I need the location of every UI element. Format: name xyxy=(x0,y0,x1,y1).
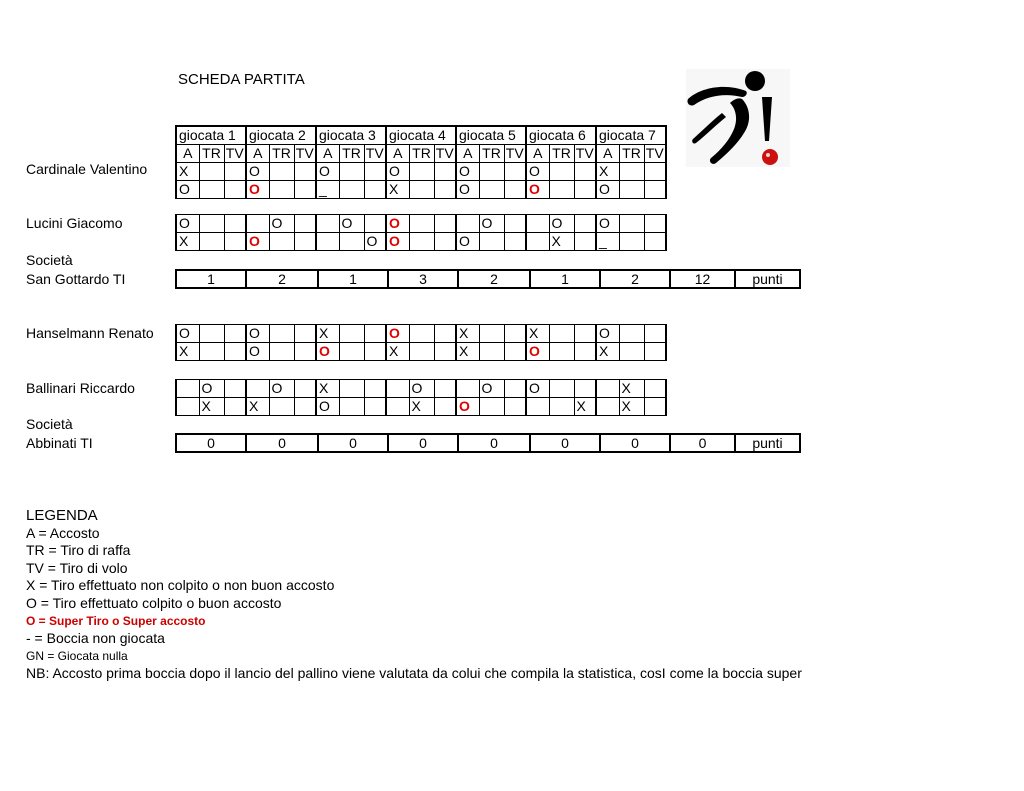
shot-type-header: A xyxy=(316,145,339,163)
shot-type-header: TR xyxy=(619,145,644,163)
player-name: Lucini Giacomo xyxy=(26,215,123,231)
score-cell xyxy=(479,325,504,343)
shot-type-header: TR xyxy=(479,145,504,163)
legend-item: A = Accosto xyxy=(26,524,100,541)
score-cell xyxy=(364,325,386,343)
score-cell: _ xyxy=(596,233,619,251)
score-cell: _ xyxy=(316,181,339,199)
shot-type-header: TR xyxy=(549,145,574,163)
punti-label: punti xyxy=(735,270,800,288)
score-cell: X xyxy=(176,163,199,181)
score-cell xyxy=(619,163,644,181)
score-cell: O xyxy=(526,380,549,398)
score-cell: O xyxy=(176,325,199,343)
shot-type-header: A xyxy=(526,145,549,163)
total-cell: 0 xyxy=(246,434,318,452)
score-cell xyxy=(316,215,339,233)
score-cell: X xyxy=(596,163,619,181)
score-cell: X xyxy=(574,398,596,416)
score-cell xyxy=(526,181,549,199)
score-cell xyxy=(526,343,549,361)
score-cell xyxy=(294,398,316,416)
legend-nb: NB: Accosto prima boccia dopo il lancio del pallino viene valutata da colui che compila la statistica, cosI come la boccia super xyxy=(26,665,802,682)
score-cell xyxy=(574,215,596,233)
score-cell xyxy=(224,398,246,416)
score-cell xyxy=(619,233,644,251)
super-mark: O xyxy=(389,325,400,341)
legend-item: X = Tiro effettuato non colpito o non buon accosto xyxy=(26,577,335,594)
score-cell: O xyxy=(246,343,269,361)
score-cell xyxy=(434,215,456,233)
shot-type-header: A xyxy=(596,145,619,163)
total-cell: 0 xyxy=(600,434,670,452)
score-cell: O xyxy=(479,380,504,398)
total-cell: 2 xyxy=(458,270,530,288)
score-cell xyxy=(504,380,526,398)
score-cell xyxy=(596,398,619,416)
score-cell xyxy=(409,343,434,361)
score-cell: O xyxy=(199,380,224,398)
score-cell: O xyxy=(269,380,294,398)
legend-item: TV = Tiro di volo xyxy=(26,559,128,576)
score-cell xyxy=(224,325,246,343)
shot-type-header: A xyxy=(386,145,409,163)
score-cell xyxy=(199,215,224,233)
score-cell: O xyxy=(456,181,479,199)
score-cell xyxy=(456,215,479,233)
societa-label: Società xyxy=(26,252,73,268)
score-cell: X xyxy=(596,343,619,361)
score-cell xyxy=(644,181,666,199)
score-cell xyxy=(269,233,294,251)
score-cell xyxy=(574,163,596,181)
score-cell: O xyxy=(409,380,434,398)
shot-type-header: A xyxy=(176,145,199,163)
score-cell xyxy=(574,343,596,361)
super-mark: O xyxy=(389,233,400,249)
score-cell xyxy=(339,181,364,199)
score-cell xyxy=(386,325,409,343)
legend xyxy=(26,507,802,683)
score-cell xyxy=(456,398,479,416)
score-cell xyxy=(269,398,294,416)
societa-label: Società xyxy=(26,416,73,432)
score-cell: O xyxy=(456,163,479,181)
total-cell: 0 xyxy=(388,434,458,452)
score-cell xyxy=(504,181,526,199)
player-name: Ballinari Riccardo xyxy=(26,380,135,396)
score-cell xyxy=(549,398,574,416)
score-cell xyxy=(434,163,456,181)
total-cell: 1 xyxy=(530,270,600,288)
score-cell: O xyxy=(176,215,199,233)
score-cell: X xyxy=(386,343,409,361)
shot-type-header: TV xyxy=(364,145,386,163)
score-cell: X xyxy=(409,398,434,416)
score-cell xyxy=(364,380,386,398)
score-cell xyxy=(176,398,199,416)
score-cell xyxy=(364,163,386,181)
total-cell: 0 xyxy=(458,434,530,452)
score-cell xyxy=(246,380,269,398)
score-cell xyxy=(409,163,434,181)
total-cell: 2 xyxy=(600,270,670,288)
team-totals-san-gottardo xyxy=(175,269,801,289)
total-cell: 1 xyxy=(176,270,246,288)
score-grid-cardinale xyxy=(175,125,667,199)
score-cell xyxy=(199,343,224,361)
super-mark: O xyxy=(249,233,260,249)
score-cell xyxy=(479,398,504,416)
score-cell xyxy=(316,343,339,361)
score-cell xyxy=(504,343,526,361)
score-cell: O xyxy=(479,215,504,233)
score-cell xyxy=(386,398,409,416)
score-cell: O xyxy=(364,233,386,251)
team-totals-abbinati xyxy=(175,433,801,453)
score-cell xyxy=(316,233,339,251)
score-cell xyxy=(409,215,434,233)
super-mark: O xyxy=(459,398,470,414)
score-cell: O xyxy=(596,215,619,233)
score-cell xyxy=(199,325,224,343)
score-cell xyxy=(504,163,526,181)
score-cell xyxy=(224,181,246,199)
score-cell xyxy=(246,215,269,233)
score-cell xyxy=(269,181,294,199)
score-cell xyxy=(644,380,666,398)
score-cell: X xyxy=(246,398,269,416)
score-cell xyxy=(199,181,224,199)
score-cell xyxy=(224,163,246,181)
score-cell: O xyxy=(316,163,339,181)
shot-type-header: A xyxy=(246,145,269,163)
score-cell xyxy=(386,233,409,251)
score-cell xyxy=(549,380,574,398)
score-cell xyxy=(246,233,269,251)
score-cell xyxy=(456,380,479,398)
giocata-header: giocata 3 xyxy=(316,126,386,145)
score-cell xyxy=(364,181,386,199)
total-cell: 2 xyxy=(246,270,318,288)
giocata-header: giocata 6 xyxy=(526,126,596,145)
score-cell xyxy=(479,343,504,361)
player-name: Cardinale Valentino xyxy=(26,161,148,177)
score-cell xyxy=(294,233,316,251)
score-cell xyxy=(549,181,574,199)
team-name: Abbinati TI xyxy=(26,435,93,451)
score-cell xyxy=(644,163,666,181)
score-cell xyxy=(294,215,316,233)
giocata-header: giocata 7 xyxy=(596,126,666,145)
legend-item: - = Boccia non giocata xyxy=(26,630,165,647)
score-cell xyxy=(386,215,409,233)
legend-item: TR = Tiro di raffa xyxy=(26,542,131,559)
shot-type-header: TV xyxy=(574,145,596,163)
score-cell xyxy=(409,325,434,343)
giocata-header: giocata 4 xyxy=(386,126,456,145)
score-cell xyxy=(339,325,364,343)
giocata-header: giocata 5 xyxy=(456,126,526,145)
giocata-header: giocata 1 xyxy=(176,126,246,145)
score-cell: O xyxy=(316,398,339,416)
shot-type-header: TR xyxy=(339,145,364,163)
score-cell: O xyxy=(456,233,479,251)
page-title: SCHEDA PARTITA xyxy=(178,71,305,88)
total-cell: 0 xyxy=(318,434,388,452)
score-cell xyxy=(269,163,294,181)
super-mark: O xyxy=(319,343,330,359)
total-cell: 0 xyxy=(670,434,735,452)
score-cell xyxy=(294,343,316,361)
team-name: San Gottardo TI xyxy=(26,271,126,287)
score-cell xyxy=(574,233,596,251)
score-cell: O xyxy=(526,163,549,181)
score-cell: O xyxy=(596,325,619,343)
legend-heading: LEGENDA xyxy=(26,507,98,524)
score-cell xyxy=(269,325,294,343)
shot-type-header: A xyxy=(456,145,479,163)
score-cell: X xyxy=(316,380,339,398)
total-cell: 0 xyxy=(530,434,600,452)
score-cell xyxy=(434,233,456,251)
score-cell: O xyxy=(176,181,199,199)
score-cell xyxy=(294,181,316,199)
bocce-player-icon xyxy=(686,69,790,167)
score-cell xyxy=(504,398,526,416)
score-cell xyxy=(619,181,644,199)
shot-type-header: TV xyxy=(224,145,246,163)
score-cell: X xyxy=(176,343,199,361)
score-cell: X xyxy=(526,325,549,343)
score-cell: O xyxy=(386,163,409,181)
score-cell xyxy=(364,215,386,233)
score-cell xyxy=(434,181,456,199)
giocata-header: giocata 2 xyxy=(246,126,316,145)
score-cell: X xyxy=(456,343,479,361)
score-cell xyxy=(224,233,246,251)
score-cell xyxy=(176,380,199,398)
score-cell xyxy=(549,325,574,343)
score-cell xyxy=(644,343,666,361)
score-grid-hanselmann xyxy=(175,324,667,361)
legend-gn: GN = Giocata nulla xyxy=(26,648,128,663)
score-grid-lucini xyxy=(175,214,667,251)
score-cell xyxy=(409,233,434,251)
total-cell: 1 xyxy=(318,270,388,288)
score-cell xyxy=(339,380,364,398)
score-cell xyxy=(199,163,224,181)
score-cell xyxy=(644,233,666,251)
score-cell xyxy=(294,380,316,398)
score-cell xyxy=(434,343,456,361)
legend-super: O = Super Tiro o Super accosto xyxy=(26,613,206,628)
score-cell xyxy=(574,380,596,398)
score-cell: X xyxy=(176,233,199,251)
legend-item: O = Tiro effettuato colpito o buon accosto xyxy=(26,594,282,611)
score-cell xyxy=(434,398,456,416)
score-cell xyxy=(294,163,316,181)
score-cell xyxy=(619,343,644,361)
score-cell xyxy=(479,181,504,199)
score-cell xyxy=(339,163,364,181)
score-cell xyxy=(386,380,409,398)
score-cell: X xyxy=(316,325,339,343)
score-cell xyxy=(339,343,364,361)
score-cell xyxy=(619,325,644,343)
shot-type-header: TV xyxy=(504,145,526,163)
score-cell xyxy=(504,233,526,251)
score-cell xyxy=(224,215,246,233)
score-cell xyxy=(526,398,549,416)
score-cell: X xyxy=(386,181,409,199)
shot-type-header: TR xyxy=(409,145,434,163)
score-cell xyxy=(269,343,294,361)
score-cell xyxy=(574,325,596,343)
score-cell: X xyxy=(199,398,224,416)
shot-type-header: TR xyxy=(269,145,294,163)
score-cell xyxy=(364,398,386,416)
score-cell xyxy=(644,398,666,416)
score-cell xyxy=(294,325,316,343)
shot-type-header: TV xyxy=(644,145,666,163)
score-cell: O xyxy=(596,181,619,199)
score-cell: X xyxy=(456,325,479,343)
score-cell xyxy=(504,215,526,233)
shot-type-header: TV xyxy=(294,145,316,163)
score-cell xyxy=(246,181,269,199)
player-name: Hanselmann Renato xyxy=(26,325,154,341)
shot-type-header: TR xyxy=(199,145,224,163)
super-mark: O xyxy=(249,181,260,197)
score-grid-ballinari xyxy=(175,379,667,416)
score-cell xyxy=(644,215,666,233)
score-cell: X xyxy=(619,380,644,398)
score-cell xyxy=(364,343,386,361)
score-cell: O xyxy=(246,163,269,181)
score-cell: O xyxy=(339,215,364,233)
score-cell: O xyxy=(269,215,294,233)
super-mark: O xyxy=(389,215,400,231)
score-cell xyxy=(339,233,364,251)
score-cell xyxy=(526,233,549,251)
score-cell: X xyxy=(619,398,644,416)
score-cell xyxy=(434,325,456,343)
score-cell xyxy=(574,181,596,199)
score-cell xyxy=(526,215,549,233)
score-cell xyxy=(644,325,666,343)
score-cell xyxy=(479,233,504,251)
score-cell: O xyxy=(549,215,574,233)
score-cell xyxy=(549,343,574,361)
score-cell xyxy=(224,380,246,398)
score-cell xyxy=(409,181,434,199)
score-cell xyxy=(339,398,364,416)
total-cell: 0 xyxy=(176,434,246,452)
score-cell xyxy=(224,343,246,361)
score-cell xyxy=(199,233,224,251)
score-cell xyxy=(549,163,574,181)
score-cell xyxy=(504,325,526,343)
super-mark: O xyxy=(529,343,540,359)
score-cell: O xyxy=(246,325,269,343)
score-cell xyxy=(596,380,619,398)
punti-label: punti xyxy=(735,434,800,452)
total-cell: 12 xyxy=(670,270,735,288)
score-cell xyxy=(619,215,644,233)
score-cell: X xyxy=(549,233,574,251)
score-cell xyxy=(479,163,504,181)
super-mark: O xyxy=(529,181,540,197)
score-cell xyxy=(434,380,456,398)
shot-type-header: TV xyxy=(434,145,456,163)
total-cell: 3 xyxy=(388,270,458,288)
